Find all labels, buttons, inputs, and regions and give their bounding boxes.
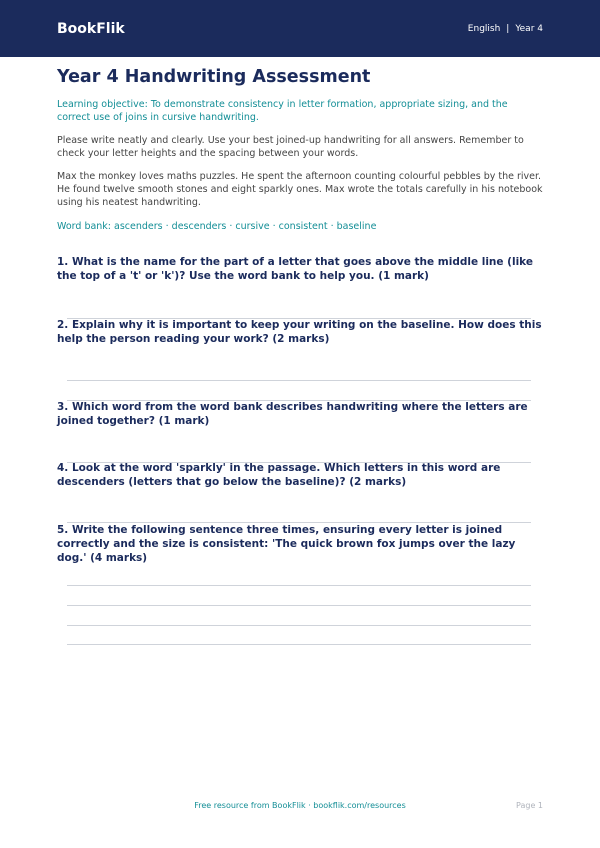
page-title: Year 4 Handwriting Assessment xyxy=(57,67,371,87)
question-3: 3. Which word from the word bank describes handwriting where the letters are joined together? (1 mark) xyxy=(57,401,528,427)
year-label: Year 4 xyxy=(515,23,543,34)
question-1: 1. What is the name for the part of a letter that goes above the middle line (like the top of a 't' or 'k')? Use the word bank to help you. (1 mark) xyxy=(57,256,533,282)
question-2: 2. Explain why it is important to keep your writing on the baseline. How does this help the person reading your work? (2 marks) xyxy=(57,319,542,345)
header-bar xyxy=(0,0,600,57)
reading-passage: Max the monkey loves maths puzzles. He spent the afternoon counting colourful pebbles by the river. He found twelve smooth stones and eight sparkly ones. Max wrote the totals carefully in his notebook using his neatest handwriting. xyxy=(57,171,543,208)
brand-logo: BookFlik xyxy=(57,20,125,37)
learning-objective: Learning objective: To demonstrate consistency in letter formation, appropriate sizing, and the correct use of joins in cursive handwriting. xyxy=(57,99,508,123)
answer-line[interactable] xyxy=(67,585,531,586)
answer-line[interactable] xyxy=(67,380,531,381)
answer-line[interactable] xyxy=(67,625,531,626)
question-4: 4. Look at the word 'sparkly' in the passage. Which letters in this word are descenders (letters that go below the baseline)? (2 marks) xyxy=(57,462,501,488)
subject-separator: | xyxy=(506,23,510,34)
page-number: Page 1 xyxy=(516,801,543,810)
worksheet-content xyxy=(57,66,543,233)
question-5: 5. Write the following sentence three times, ensuring every letter is joined correctly and the size is consistent: 'The quick brown fox jumps over the lazy dog.' (4 marks) xyxy=(57,524,516,564)
answer-line[interactable] xyxy=(67,644,531,645)
instructions: Please write neatly and clearly. Use your best joined-up handwriting for all answers. Remember to check your letter heights and the spacing between your words. xyxy=(57,135,524,159)
subject-label: English xyxy=(467,23,501,34)
subject-year-label xyxy=(468,24,543,34)
answer-line[interactable] xyxy=(67,605,531,606)
word-bank: Word bank: ascenders · descenders · cursive · consistent · baseline xyxy=(57,221,377,232)
footer-source-link[interactable]: Free resource from BookFlik · bookflik.com/resources xyxy=(194,801,406,810)
